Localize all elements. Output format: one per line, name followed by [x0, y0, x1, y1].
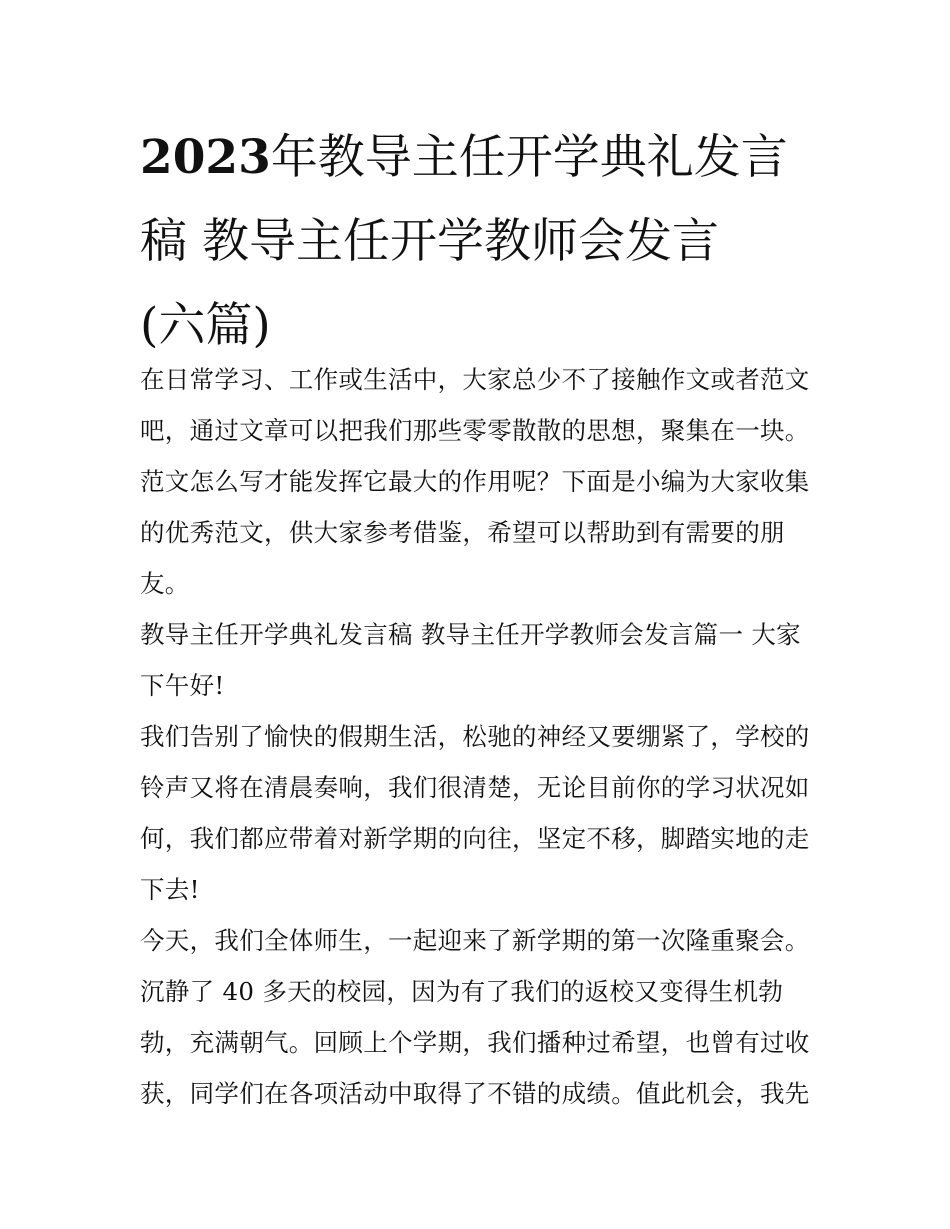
text-line: 范文怎么写才能发挥它最大的作用呢？下面是小编为大家收集: [140, 467, 810, 496]
paragraph-section-heading: [140, 609, 830, 711]
text-line: 今天，我们全体师生，一起迎来了新学期的第一次隆重聚会。: [140, 926, 810, 955]
text-line: 吧，通过文章可以把我们那些零零散散的思想，聚集在一块。: [140, 416, 810, 445]
text-line: 在日常学习、工作或生活中，大家总少不了接触作文或者范文: [140, 365, 810, 394]
text-line: 我们告别了愉快的假期生活，松驰的神经又要绷紧了，学校的: [140, 722, 810, 751]
text-line: 的优秀范文，供大家参考借鉴，希望可以帮助到有需要的朋: [140, 518, 785, 547]
title-year: 2023: [140, 130, 271, 185]
document-body: [140, 354, 830, 1119]
text-line: 下去!: [140, 875, 200, 904]
text-line: 获，同学们在各项活动中取得了不错的成绩。值此机会，我先: [140, 1079, 810, 1108]
title-line-3: (六篇): [140, 298, 271, 353]
title-line-1-rest: 年教导主任开学典礼发言: [270, 130, 788, 185]
text-line: 沉静了 40 多天的校园，因为有了我们的返校又变得生机勃: [140, 977, 784, 1006]
paragraph-body-2: [140, 915, 830, 1119]
text-line: 下午好!: [140, 671, 225, 700]
text-line: 友。: [140, 569, 190, 598]
title-line-1: [140, 130, 788, 185]
text-line: 何，我们都应带着对新学期的向往，坚定不移，脚踏实地的走: [140, 824, 810, 853]
title-line-2: 稿 教导主任开学教师会发言: [140, 214, 719, 269]
paragraph-body-1: [140, 711, 830, 915]
document-title: [140, 116, 820, 368]
text-line: 铃声又将在清晨奏响，我们很清楚，无论目前你的学习状况如: [140, 773, 810, 802]
paragraph-intro: [140, 354, 830, 609]
text-line: 勃，充满朝气。回顾上个学期，我们播种过希望，也曾有过收: [140, 1028, 810, 1057]
text-line: 教导主任开学典礼发言稿 教导主任开学教师会发言篇一 大家: [140, 620, 801, 649]
